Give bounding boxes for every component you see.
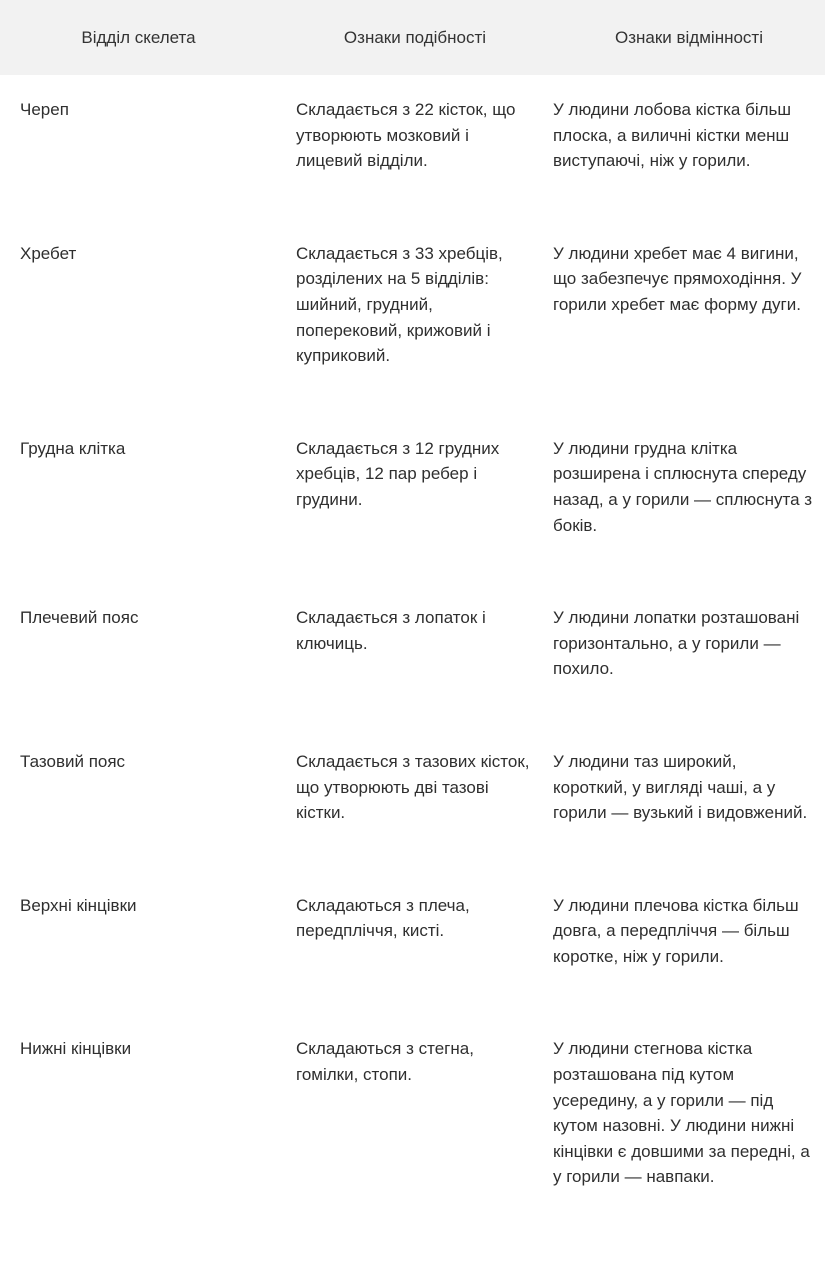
cell-difference: У людини хребет має 4 вигини, що забезпечує прямоходіння. У горили хребет має форму дуги. [553,243,802,314]
cell-section: Тазовий пояс [20,751,126,771]
cell-difference: У людини плечова кістка більш довга, а передпліччя — більш коротке, ніж у горили. [553,895,799,966]
cell-similarity: Складається з 12 грудних хребців, 12 пар ребер і грудини. [296,438,500,509]
cell-section: Нижні кінцівки [20,1039,132,1059]
cell-section: Хребет [20,243,77,263]
cell-similarity: Складається з лопаток і ключиць. [296,608,486,653]
cell-difference: У людини таз широкий, короткий, у вигляді чаші, а у горили — вузький і видовжений. [553,751,808,823]
cell-section: Череп [20,100,69,119]
cell-similarity: Складаються з плеча, передпліччя, кисті. [296,895,470,941]
table-row [0,220,825,415]
header-row [0,0,825,75]
table-row [0,75,825,220]
cell-section: Грудна клітка [20,438,126,458]
cell-similarity: Складається з 22 кісток, що утворюють мозковий і лицевий відділи. [296,100,516,171]
header-similarity: Ознаки подібності [277,0,553,75]
header-difference: Ознаки відмінності [553,0,825,75]
cell-similarity: Складаються з стегна, гомілки, стопи. [296,1039,474,1085]
cell-difference: У людини лопатки розташовані горизонтально, а у горили — похило. [553,608,800,679]
table-row [0,872,825,1016]
cell-similarity: Складається з тазових кісток, що утворюють дві тазові кістки. [296,751,530,823]
table-row [0,728,825,872]
cell-section: Плечевий пояс [20,608,139,628]
cell-difference: У людини лобова кістка більш плоска, а виличні кістки менш виступаючі, ніж у горили. [553,100,792,171]
table-row [0,1015,825,1236]
table-row [0,584,825,728]
cell-difference: У людини стегнова кістка розташована під кутом усередину, а у горили — під кутом назовні. У людини нижні кінцівки є довшими за передні, а у горили — навпаки. [553,1039,810,1187]
table-body [0,75,825,1236]
cell-similarity: Складається з 33 хребців, розділених на 5 відділів: шийний, грудний, поперековий, крижовий і куприковий. [296,243,503,366]
table-row [0,415,825,584]
cell-section: Верхні кінцівки [20,895,137,915]
header-section: Відділ скелета [0,0,277,75]
table-header [0,0,825,75]
cell-difference: У людини грудна клітка розширена і сплюснута спереду назад, а у горили — сплюснута з боків. [553,438,813,535]
